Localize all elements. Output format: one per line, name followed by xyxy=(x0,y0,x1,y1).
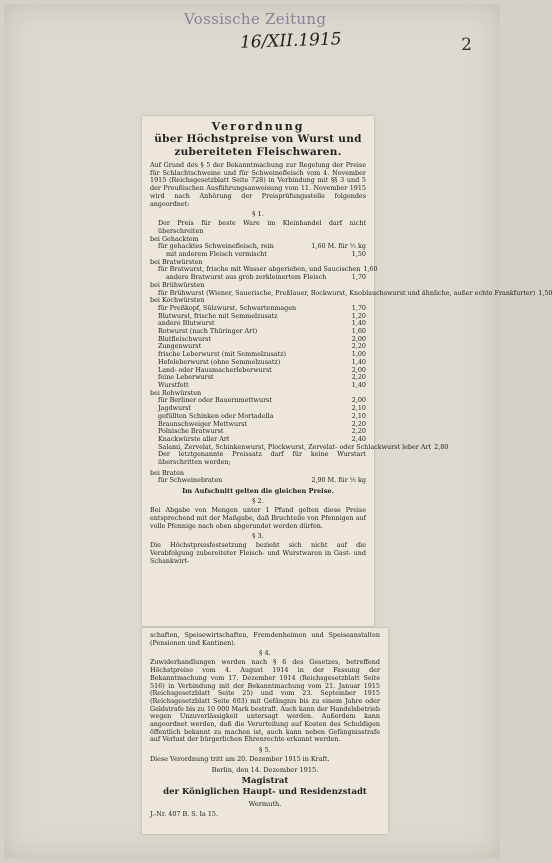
place-date: Berlin, den 14. Dezember 1915. xyxy=(211,765,319,774)
price-row: für Schweinebraten 2,90 M. für ½ kg xyxy=(158,476,366,485)
title-line-1: Verordnung xyxy=(211,120,305,133)
section-3-text: Die Höchstpreisfestsetzung bezieht sich nicht auf die Verabfolgung zubereiteter Fleisch- und Wurstwaren in Gast- und Schankwirt- xyxy=(150,541,366,565)
section-3-continuation: schaften, Speisewirtschaften, Fremdenheimen und Speiseanstalten (Pensionen und Kantinen). xyxy=(150,631,380,647)
price-row: Wurstfett 1,40 xyxy=(158,380,366,389)
group-label: bei Braten xyxy=(150,468,184,477)
price-row: Jagdwurst 2,10 xyxy=(158,404,366,413)
price-row: Knackwürste aller Art 2,40 xyxy=(158,434,366,443)
title-line-3: zubereiteten Fleischwaren. xyxy=(174,146,342,158)
price-row: Blutfleischwurst 2,00 xyxy=(158,334,366,343)
section-5-text: Diese Verordnung tritt am 20. Dezember 1915 in Kraft. xyxy=(150,755,330,764)
price-row: Braunschweiger Mettwurst 2,20 xyxy=(158,419,366,428)
price-row: Land- oder Hausmacherleberwurst 2,00 xyxy=(158,365,366,374)
price-row: für Brühwurst (Wiener, Sauerische, Preßlauer, Bockwurst, Knoblauchswurst und ähnliche, außer echte Frankfurter) 1,50 xyxy=(158,288,552,297)
handwritten-date: 16/XII.1915 xyxy=(239,29,342,53)
group-label: bei Bratwürsten xyxy=(150,257,203,266)
newspaper-stamp: Vossische Zeitung xyxy=(184,10,327,28)
price-row: gefüllten Schinken oder Mortadella 2,10 xyxy=(158,411,366,420)
price-row: für Bratwurst, frische mit Wasser abgerieben, und Saucischen 1,60 xyxy=(158,265,378,274)
signature-mayor: Wermuth. xyxy=(248,799,282,808)
price-row: mit anderem Fleisch vermischt 1,50 xyxy=(166,250,366,259)
page-number: 2 xyxy=(461,35,472,55)
section-1-text: Der Preis für beste Ware im Kleinhandel darf nicht überschreiten xyxy=(158,219,366,235)
section-4-heading: § 4. xyxy=(259,649,271,658)
price-row: für gehacktes Schweinefleisch, rein 1,60 M. für ½ kg xyxy=(158,242,366,251)
price-row: andere Bratwurst aus grob zerkleinertem Fleisch 1,70 xyxy=(166,273,366,282)
price-row: feine Leberwurst 2,20 xyxy=(158,373,366,382)
aufschnitt-line: Im Aufschnitt gelten die gleichen Preise. xyxy=(182,487,334,496)
group-label: bei Gehacktem xyxy=(150,234,199,243)
section-5-heading: § 5. xyxy=(259,746,271,755)
price-row: Zungenwurst 2,20 xyxy=(158,342,366,351)
reference-number: J.-Nr. 407 B. S. Ia 15. xyxy=(150,809,218,818)
kochwurst-list xyxy=(150,305,366,390)
title-line-2: über Höchstpreise von Wurst und xyxy=(154,133,362,145)
price-row: andere Blutwurst 1,40 xyxy=(158,319,366,328)
price-row: frische Leberwurst (mit Semmelzusatz) 1,00 xyxy=(158,350,366,359)
group-label: bei Rohwürsten xyxy=(150,388,202,397)
rohwurst-list xyxy=(150,396,449,451)
section-2-heading: § 2. xyxy=(252,497,264,506)
price-row: Polnische Bratwurst 2,20 xyxy=(158,427,366,436)
price-row: Salami, Zervelat, Schinkenwurst, Plockwurst, Zervelat- oder Schlackwurst leber Art 2,80 xyxy=(158,442,449,451)
group-label: bei Kochwürsten xyxy=(150,296,205,305)
price-row: Hefeleberwurst (ohne Semmelzusatz) 1,40 xyxy=(158,357,366,366)
newspaper-clipping-bottom xyxy=(142,628,388,834)
price-row: Rotwurst (nach Thüringer Art) 1,60 xyxy=(158,327,366,336)
intro-paragraph: Auf Grund des § 5 der Bekanntmachung zur Regelung der Preise für Schlachtschweine und für Schweinefleisch vom 4. November 1915 (Reichsgesetzblatt Seite 728) in Verbindung mit §§ 3 und 5 der Preußischen Ausführungsanweisung vom 11. November 1915 wird nach Anhörung der Preisprüfungsstelle folgendes angeordnet: xyxy=(150,161,366,208)
signature-city: der Königlichen Haupt- und Residenzstadt xyxy=(163,786,367,797)
rohwurst-note: Der letztgenannte Preissatz darf für keine Wurstart überschritten werden; xyxy=(158,450,366,467)
section-4-text: Zuwiderhandlungen werden nach § 6 des Gesetzes, betreffend Höchstpreise vom 4. August 1914 in der Fassung der Bekanntmachung vom 17. Dezember 1914 (Reichsgesetzblatt Seite 516) in Verbindung mit der Bekanntmachung vom 21. Januar 1915 (Reichsgesetzblatt Seite 25) und vom 23. September 1915 (Reichsgesetzblatt Seite 603) mit Gefängnis bis zu einem Jahre oder Geldstrafe bis zu 10 000 Mark bestraft. Auch kann der Handelsbetrieb wegen Unzuverlässigkeit untersagt werden. Außerdem kann angeordnet werden, daß die Verurteilung auf Kosten des Schuldigen öffentlich bekannt zu machen ist, auch kann neben Gefängnisstrafe auf Verlust der bürgerlichen Ehrenrechte erkannt werden. xyxy=(150,658,380,744)
price-row: für Preßkopf, Sülzwurst, Schwartenmagen 1,70 xyxy=(158,303,366,312)
section-2-text: Bei Abgabe von Mengen unter 1 Pfund gelten diese Preise entsprechend mit der Maßgabe, daß Bruchteile von Pfennigen auf volle Pfennige nach oben abgerundet werden dürfen. xyxy=(150,506,366,530)
section-1-heading: § 1. xyxy=(252,210,264,219)
signature-magistrat: Magistrat xyxy=(241,775,289,786)
section-3-heading: § 3. xyxy=(252,532,264,541)
price-row: für Berliner oder Bauernmettwurst 2,00 xyxy=(158,396,366,405)
group-label: bei Brühwürsten xyxy=(150,280,205,289)
newspaper-clipping-top xyxy=(142,116,552,626)
price-row: Blutwurst, frische mit Semmelzusatz 1,20 xyxy=(158,311,366,320)
